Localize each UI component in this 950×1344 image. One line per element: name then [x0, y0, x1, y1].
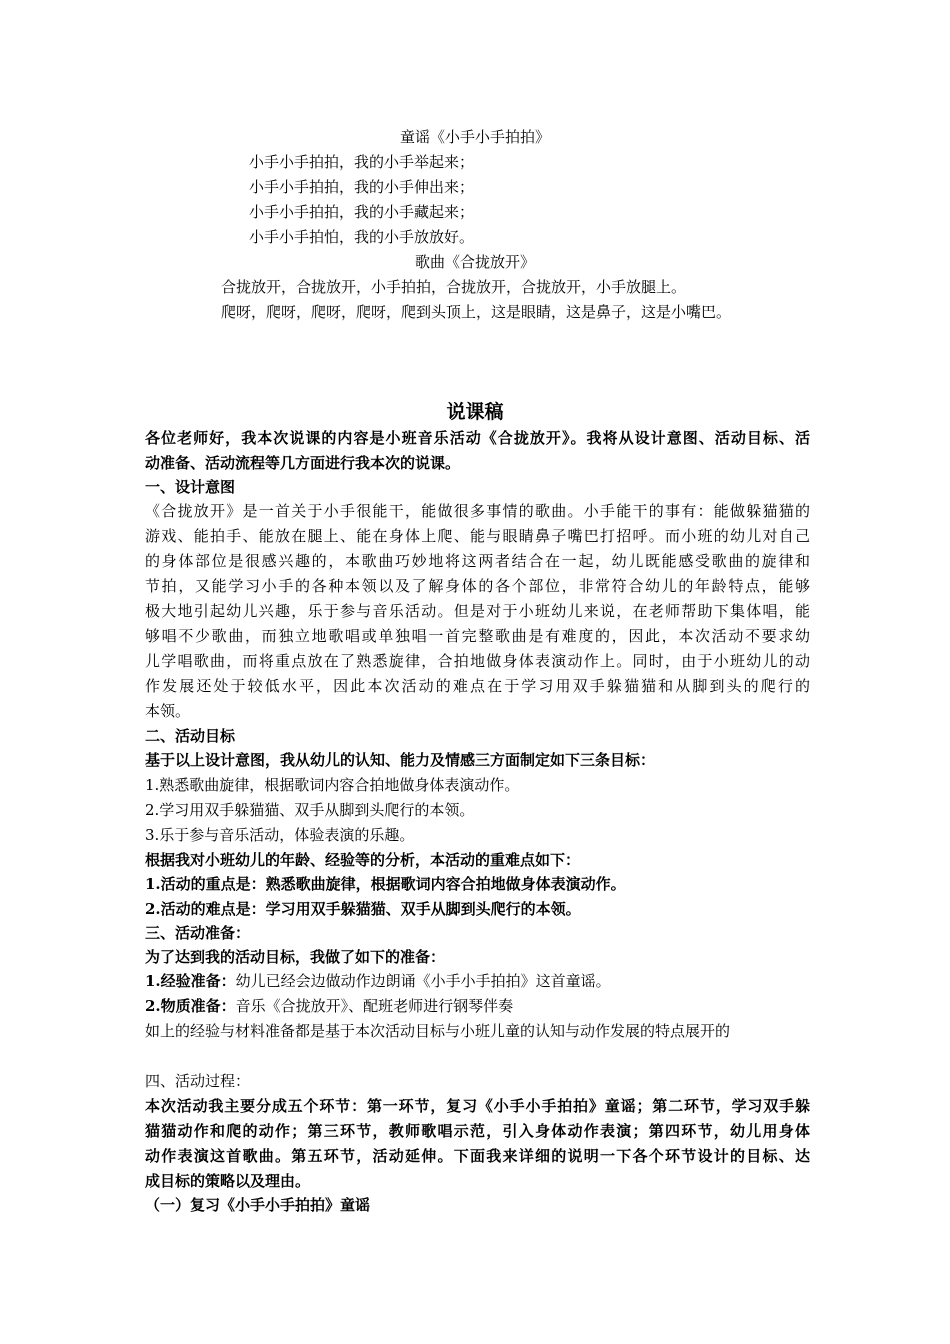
- rhyme-line: 小手小手拍拍，我的小手伸出来；: [249, 178, 475, 196]
- key-point: 1.活动的重点是：熟悉歌曲旋律，根据歌词内容合拍地做身体表演动作。: [145, 875, 626, 893]
- paragraph-line: 节拍，又能学习小手的各种本领以及了解身体的各个部位，非常符合幼儿的年龄特点，能够: [145, 577, 810, 595]
- paragraph-line: 游戏、能拍手、能放在腿上、能在身体上爬、能与眼睛鼻子嘴巴打招呼。而小班的幼儿对自己: [145, 527, 810, 545]
- rhyme-line: 小手小手拍拍，我的小手藏起来；: [249, 203, 475, 221]
- section-heading: 三、活动准备：: [145, 924, 251, 942]
- prep-note: 如上的经验与材料准备都是基于本次活动目标与小班儿童的认知与动作发展的特点展开的: [145, 1022, 731, 1040]
- rhyme-line: 小手小手拍怕，我的小手放放好。: [249, 228, 475, 246]
- process-line: 猫猫动作和爬的动作；第三环节，教师歌唱示范，引入身体动作表演；第四环节，幼儿用身体: [145, 1122, 810, 1140]
- intro-line: 各位老师好，我本次说课的内容是小班音乐活动《合拢放开》。我将从设计意图、活动目标、活: [145, 429, 810, 447]
- prep-experience: [145, 971, 810, 991]
- prep-material-label: 2.物质准备：: [145, 997, 236, 1015]
- prep-experience-label: 1.经验准备：: [145, 972, 236, 990]
- goal-item: 1.熟悉歌曲旋律，根据歌词内容合拍地做身体表演动作。: [145, 776, 520, 794]
- goal-item: 3.乐于参与音乐活动，体验表演的乐趣。: [145, 826, 415, 844]
- rhyme-line: 小手小手拍拍，我的小手举起来；: [249, 153, 475, 171]
- prep-material: [145, 996, 810, 1016]
- song-line: 爬呀，爬呀，爬呀，爬呀，爬到头顶上，这是眼睛，这是鼻子，这是小嘴巴。: [221, 303, 732, 321]
- process-line: 动作表演这首歌曲。第五环节，活动延伸。下面我来详细的说明一下各个环节设计的目标、达: [145, 1147, 810, 1165]
- rhyme-title: 童谣《小手小手拍拍》: [399, 128, 550, 146]
- subsection-heading: （一）复习《小手小手拍拍》童谣: [145, 1196, 371, 1214]
- paragraph-line: 《合拢放开》是一首关于小手很能干，能做很多事情的歌曲。小手能干的事有：能做躲猫猫的: [145, 502, 810, 520]
- intro-line: 动准备、活动流程等几方面进行我本次的说课。: [145, 454, 461, 472]
- section-heading: 二、活动目标: [145, 727, 236, 745]
- prep-lead: 为了达到我的活动目标，我做了如下的准备：: [145, 948, 446, 966]
- prep-experience-text: 幼儿已经会边做动作边朗诵《小手小手拍拍》这首童谣。: [235, 972, 611, 990]
- paragraph-line: 够唱不少歌曲，而独立地歌唱或单独唱一首完整歌曲是有难度的，因此，本次活动不要求幼: [145, 627, 810, 645]
- analysis-line: 根据我对小班幼儿的年龄、经验等的分析，本活动的重难点如下：: [145, 851, 581, 869]
- page-title: 说课稿: [446, 401, 504, 423]
- process-line: 本次活动我主要分成五个环节：第一环节，复习《小手小手拍拍》童谣；第二环节，学习双手躲: [145, 1097, 810, 1115]
- goal-item: 2.学习用双手躲猫猫、双手从脚到头爬行的本领。: [145, 801, 475, 819]
- difficult-point: 2.活动的难点是：学习用双手躲猫猫、双手从脚到头爬行的本领。: [145, 900, 581, 918]
- paragraph-line: 极大地引起幼儿兴趣，乐于参与音乐活动。但是对于小班幼儿来说，在老师帮助下集体唱，能: [145, 602, 810, 620]
- paragraph-line: 的身体部位是很感兴趣的，本歌曲巧妙地将这两者结合在一起，幼儿既能感受歌曲的旋律和: [145, 552, 810, 570]
- goals-lead: 基于以上设计意图，我从幼儿的认知、能力及情感三方面制定如下三条目标：: [145, 751, 656, 769]
- section-heading: 一、设计意图: [145, 478, 236, 496]
- paragraph-line: 儿学唱歌曲，而将重点放在了熟悉旋律，合拍地做身体表演动作上。同时，由于小班幼儿的动: [145, 652, 810, 670]
- song-title: 歌曲《合拢放开》: [414, 253, 535, 271]
- process-line: 成目标的策略以及理由。: [145, 1172, 311, 1190]
- paragraph-line: 本领。: [145, 702, 191, 720]
- prep-material-text: 音乐《合拢放开》、配班老师进行钢琴伴奏: [235, 997, 514, 1015]
- section-heading: 四、活动过程：: [145, 1072, 251, 1090]
- song-line: 合拢放开，合拢放开，小手拍拍，合拢放开，合拢放开，小手放腿上。: [221, 278, 687, 296]
- paragraph-line: 作发展还处于较低水平，因此本次活动的难点在于学习用双手躲猫猫和从脚到头的爬行的: [145, 677, 810, 695]
